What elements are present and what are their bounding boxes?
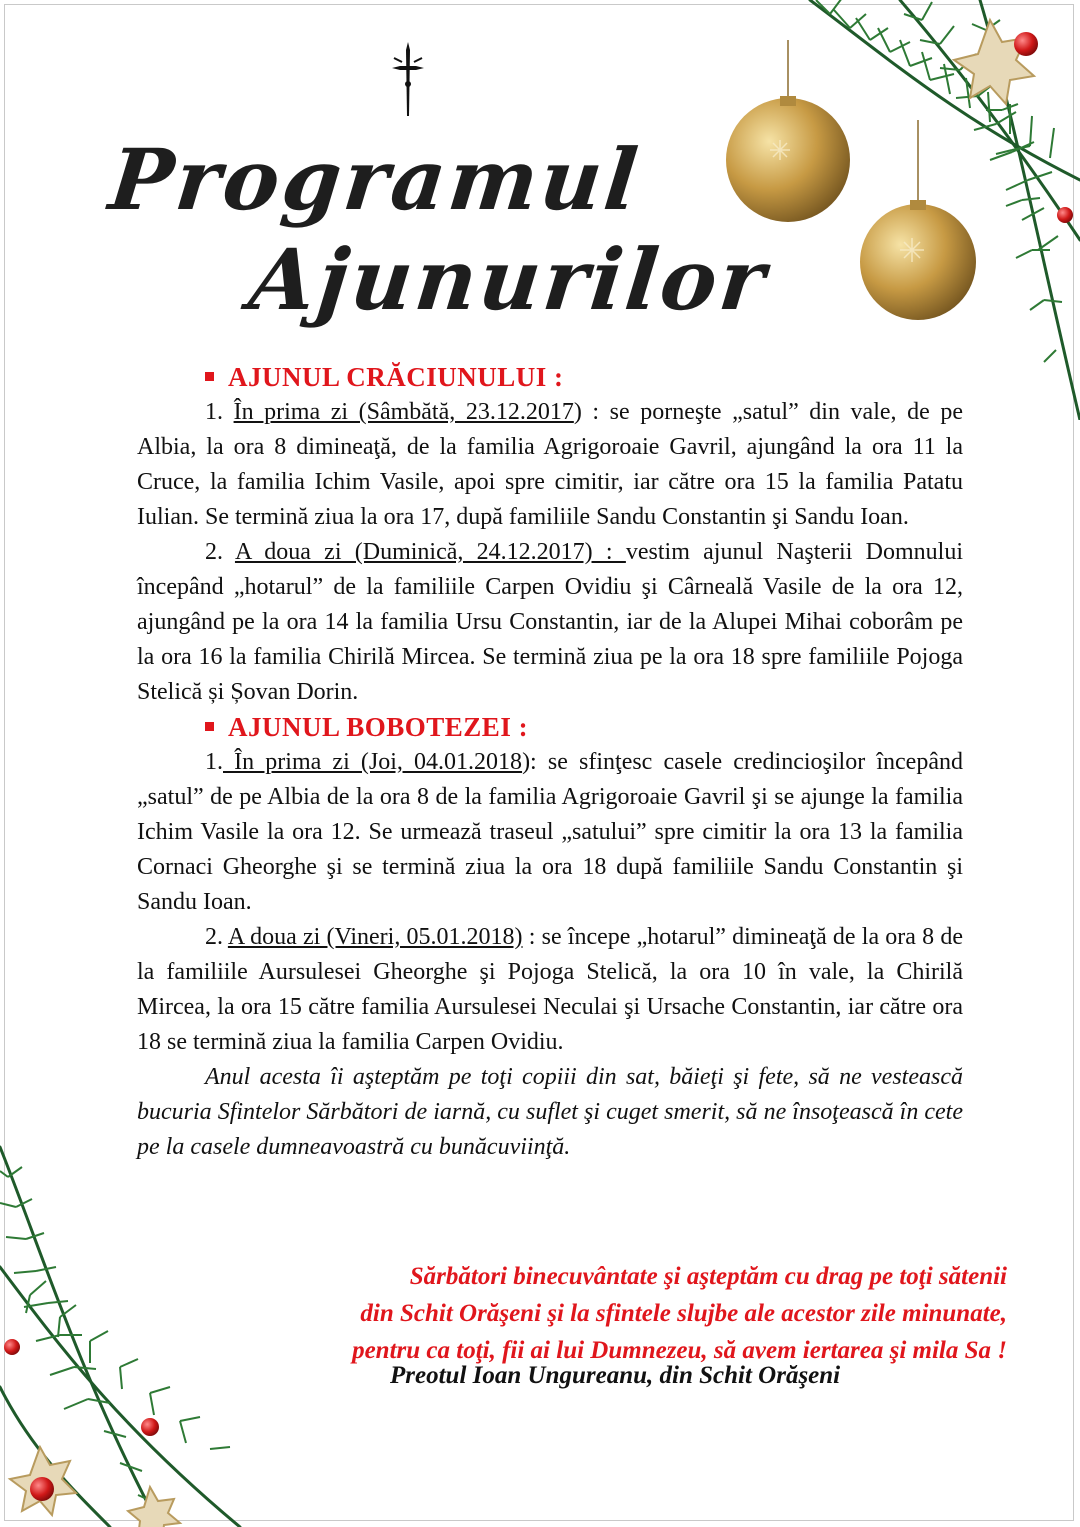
day-label: A doua zi (Vineri, 05.01.2018) xyxy=(227,924,523,950)
title-line-1: Programul xyxy=(104,130,645,229)
main-content xyxy=(137,360,963,1165)
bullet-icon xyxy=(205,372,214,381)
day-label: A doua zi (Duminică, 24.12.2017) : xyxy=(234,539,626,565)
closing-paragraph: Anul acesta îi aşteptăm pe toţi copiii din sat, băieţi şi fete, să ne vestească bucuria Sfintelor Sărbători de iarnă, cu suflet şi cuget smerit, să ne însoţească în cete pe la casele dumneavoastră cu bunăcuviinţă. xyxy=(137,1064,963,1160)
paragraph-craciun-1: 1. În prima zi (Sâmbătă, 23.12.2017) : se porneşte „satul” din vale, de pe Albia, la ora 8 dimineaţă, de la familia Agrigoroaie Gavril, ajungând la ora 11 la Cruce, la familia Ichim Vasile, apoi spre cimitir, iar către ora 15 la familia Patatu Iulian. Se termină ziua la ora 17, după familiile Sandu Constantin şi Sandu Ioan. xyxy=(137,399,963,530)
section-heading-boboteaza: AJUNUL BOBOTEZEI : xyxy=(205,710,963,745)
day-label: În prima zi (Joi, 04.01.2018 xyxy=(223,749,523,775)
bullet-icon xyxy=(205,722,214,731)
christmas-decoration-top-icon xyxy=(660,0,1080,420)
paragraph-craciun-2: 2. A doua zi (Duminică, 24.12.2017) : vestim ajunul Naşterii Domnului începând „hotarul” de la familiile Carpen Ovidiu şi Cârneală Vasile de la ora 12, ajungând pe la ora 14 la familia Ursu Constantin, iar de la Alupei Mihai coborâm pe la ora 16 la familia Chirilă Mircea. Se termină ziua pe la ora 18 spre familiile Pojoga Stelică și Șovan Dorin. xyxy=(137,539,963,705)
blessing-line-3: pentru ca toţi, fii ai lui Dumnezeu, să avem iertarea şi mila Sa ! xyxy=(352,1337,1007,1364)
blessing-line-1: Sărbători binecuvântate şi aşteptăm cu drag pe toţi sătenii xyxy=(409,1263,1007,1290)
cross-icon xyxy=(388,40,428,120)
day-label: În prima zi (Sâmbătă, 23.12.2017 xyxy=(233,399,574,425)
section-heading-craciun: AJUNUL CRĂCIUNULUI : xyxy=(205,360,963,395)
signature: Preotul Ioan Ungureanu, din Schit Orăşeni xyxy=(390,1362,841,1389)
blessing-line-2: din Schit Orăşeni şi la sfintele slujbe ale acestor zile minunate, xyxy=(360,1300,1007,1327)
title-line-2: Ajunurilor xyxy=(244,230,773,329)
paragraph-boboteaza-2: 2. A doua zi (Vineri, 05.01.2018) : se începe „hotarul” dimineaţă de la ora 8 de la familiile Aursulesei Gheorghe şi Pojoga Stelică, la ora 10 în vale, la Chirilă Mircea, la ora 15 către familia Aursulesei Neculai şi Ursache Constantin, iar către ora 18 se termină ziua la familia Carpen Ovidiu. xyxy=(137,924,963,1055)
blessing-message xyxy=(175,1258,1007,1369)
paragraph-boboteaza-1: 1. În prima zi (Joi, 04.01.2018): se sfinţesc casele credincioşilor începând „satul” de pe Albia de la ora 8 de la familia Agrigoroaie Gavril şi se ajunge la familia Ichim Vasile la ora 12. Se urmează traseul „satului” spre cimitir la ora 13 la familia Cornaci Gheorghe şi se termină ziua la ora 18 după familiile Sandu Constantin şi Sandu Ioan. xyxy=(137,749,963,915)
